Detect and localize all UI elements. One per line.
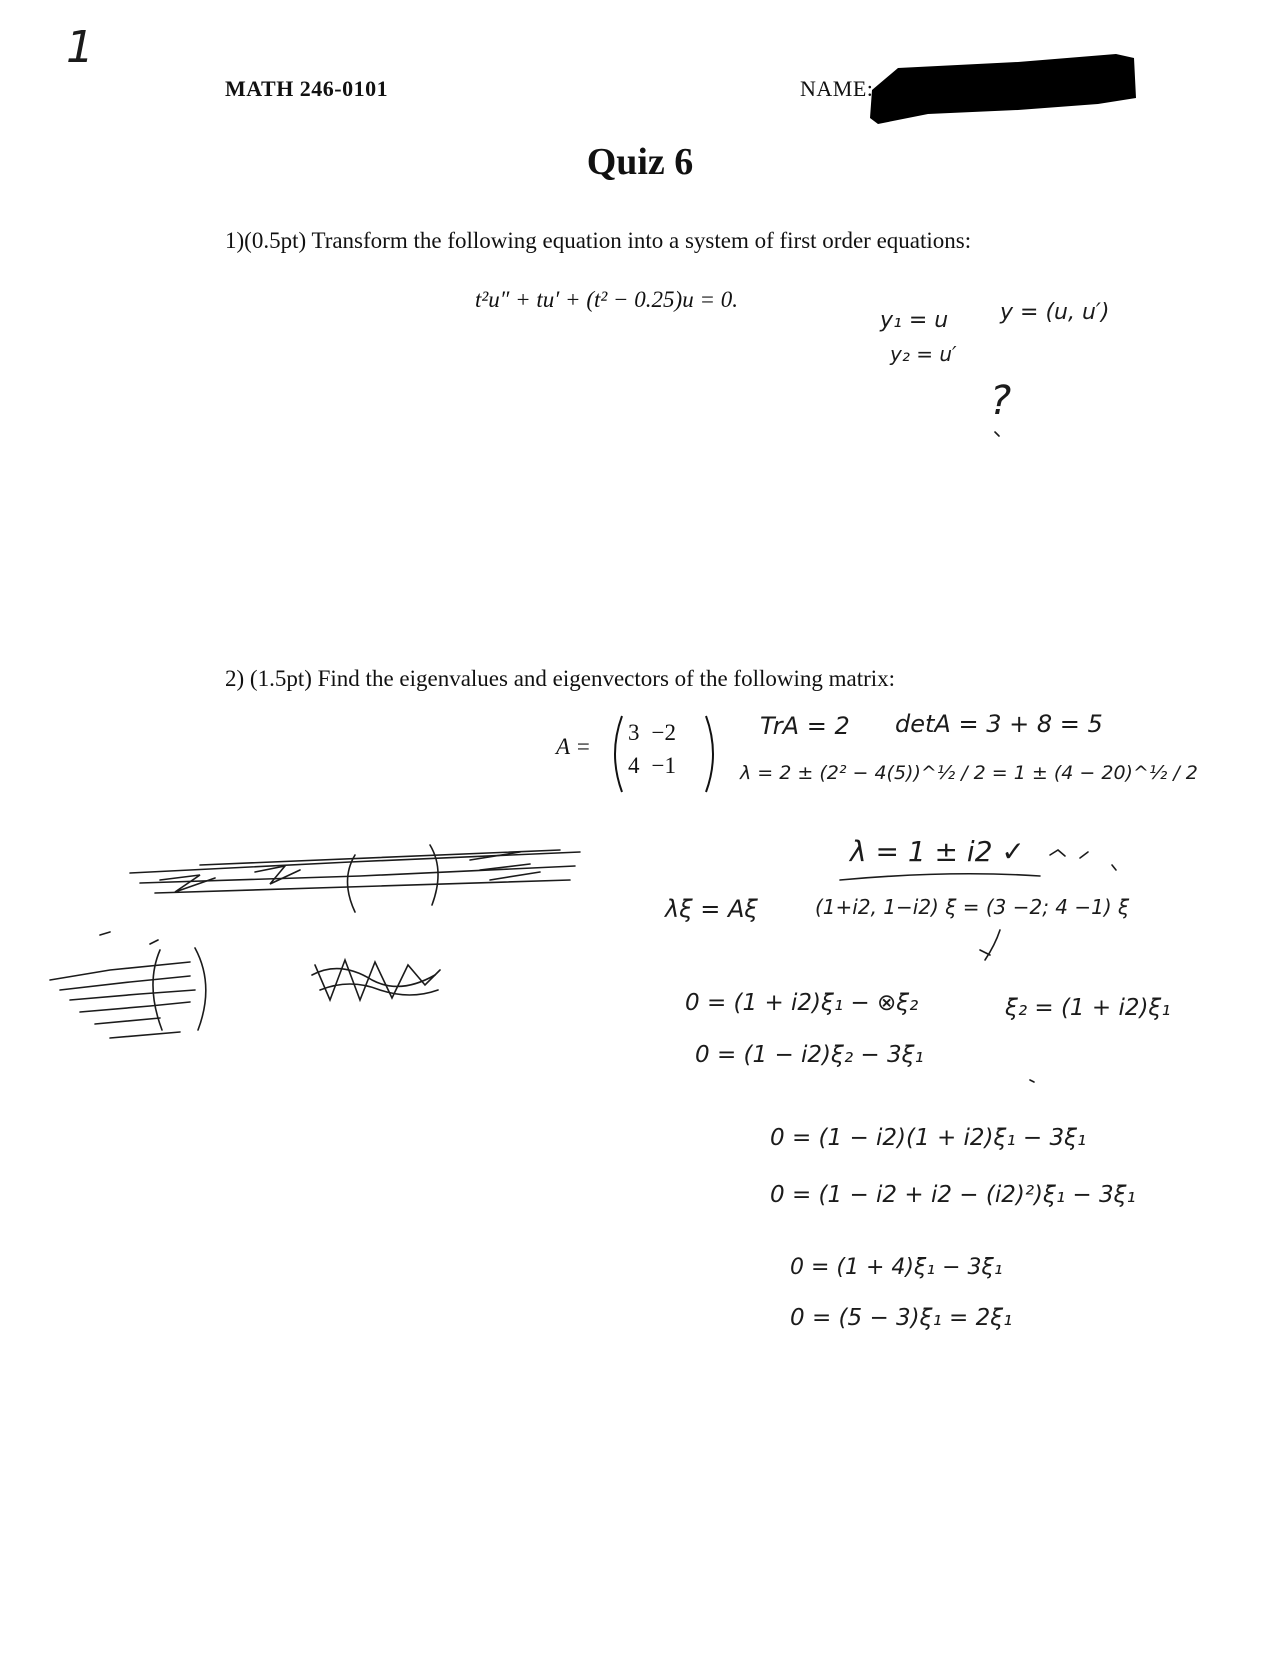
- page-number-mark: 1: [66, 22, 94, 73]
- hw-lambda-result: λ = 1 ± i2 ✓: [850, 835, 1025, 868]
- matrix-cell: 3: [628, 719, 640, 745]
- page-title: Quiz 6: [586, 141, 694, 183]
- hw-xi2: ξ₂ = (1 + i2)ξ₁: [1005, 995, 1171, 1021]
- hw-p1-y2: y₂ = u′: [890, 342, 957, 366]
- course-code: MATH 246-0101: [225, 76, 389, 101]
- name-redaction: [868, 48, 1138, 126]
- matrix-table: [622, 716, 682, 782]
- name-label: NAME:: [800, 76, 874, 101]
- matrix-label: A =: [556, 734, 591, 759]
- hw-eigen-equation: λξ = Aξ: [665, 895, 758, 923]
- hw-substitution-3: 0 = (1 + 4)ξ₁ − 3ξ₁: [790, 1255, 1003, 1280]
- hw-p1-vector: y = (u, u′): [1000, 300, 1110, 325]
- matrix-cell: 4: [628, 752, 640, 778]
- hw-trace: TrA = 2: [760, 712, 850, 740]
- hw-eigen-matrix: (1+i2, 1−i2) ξ = (3 −2; 4 −1) ξ: [815, 895, 1130, 919]
- hw-p1-question: ?: [990, 378, 1012, 424]
- hw-substitution-4: 0 = (5 − 3)ξ₁ = 2ξ₁: [790, 1305, 1013, 1331]
- hw-equation-1: 0 = (1 + i2)ξ₁ − ⊗ξ₂: [685, 990, 919, 1016]
- problem-2-text: 2) (1.5pt) Find the eigenvalues and eigenvectors of the following matrix:: [225, 666, 896, 691]
- hw-lambda-formula: λ = 2 ± (2² − 4(5))^½ / 2 = 1 ± (4 − 20)^½ / 2: [740, 762, 1198, 784]
- problem-1-equation: t²u″ + tu′ + (t² − 0.25)u = 0.: [475, 287, 738, 312]
- matrix-cell: −1: [651, 752, 676, 778]
- hw-equation-2: 0 = (1 − i2)ξ₂ − 3ξ₁: [695, 1042, 924, 1068]
- hw-substitution-2: 0 = (1 − i2 + i2 − (i2)²)ξ₁ − 3ξ₁: [770, 1182, 1136, 1208]
- problem-1-text: 1)(0.5pt) Transform the following equation into a system of first order equations:: [225, 228, 972, 253]
- hw-determinant: detA = 3 + 8 = 5: [895, 710, 1103, 738]
- matrix-cell: −2: [651, 719, 676, 745]
- matrix-a: [608, 712, 720, 796]
- hw-p1-y1: y₁ = u: [880, 308, 949, 333]
- hw-substitution-1: 0 = (1 − i2)(1 + i2)ξ₁ − 3ξ₁: [770, 1125, 1087, 1151]
